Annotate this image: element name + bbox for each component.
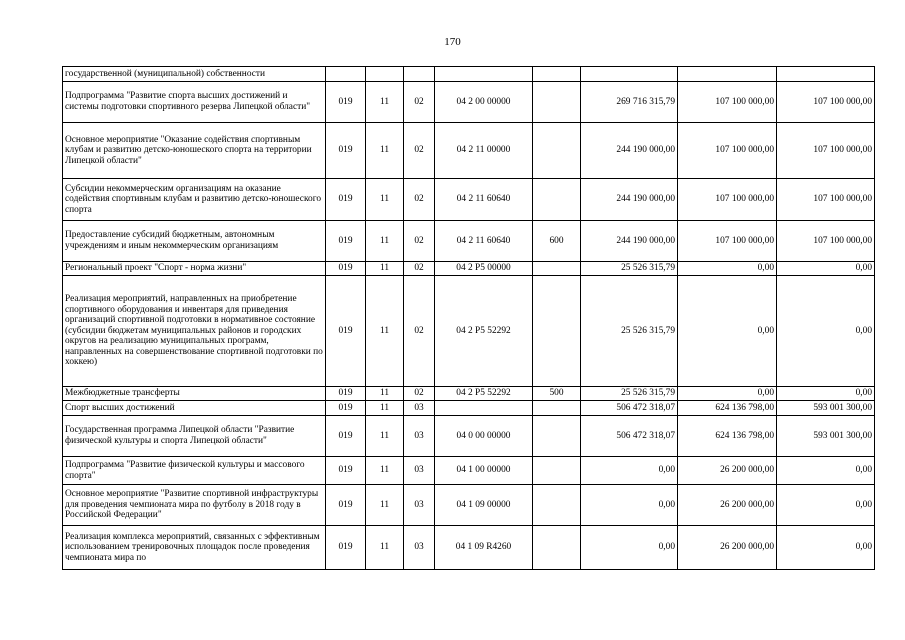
- cell-amount-2: 107 100 000,00: [678, 179, 777, 221]
- cell-name: Государственная программа Липецкой области "Развитие физической культуры и спорта Липецкой области": [63, 416, 326, 457]
- cell-amount-2: 107 100 000,00: [678, 123, 777, 179]
- cell-admin-code: 019: [326, 457, 366, 485]
- table-row: [63, 485, 875, 526]
- cell-section: 11: [366, 387, 404, 401]
- table-row: [63, 221, 875, 262]
- cell-target-code: 04 2 00 00000: [435, 82, 533, 123]
- cell-subsection: 02: [404, 82, 435, 123]
- cell-target-code: 04 1 00 00000: [435, 457, 533, 485]
- cell-name: Субсидии некоммерческим организациям на оказание содействия спортивным клубам и развитию детско-юношеского спорта: [63, 179, 326, 221]
- cell-section: 11: [366, 526, 404, 570]
- cell-expense-type: 600: [533, 221, 581, 262]
- table-row: [63, 123, 875, 179]
- cell-amount-1: 506 472 318,07: [581, 416, 678, 457]
- cell-admin-code: [326, 67, 366, 82]
- cell-amount-3: 0,00: [777, 457, 875, 485]
- cell-target-code: 04 2 11 60640: [435, 179, 533, 221]
- cell-expense-type: [533, 262, 581, 276]
- cell-amount-3: [777, 67, 875, 82]
- cell-amount-3: 593 001 300,00: [777, 401, 875, 416]
- cell-section: 11: [366, 221, 404, 262]
- table-row: [63, 526, 875, 570]
- cell-expense-type: [533, 485, 581, 526]
- cell-amount-1: 269 716 315,79: [581, 82, 678, 123]
- cell-amount-2: 0,00: [678, 387, 777, 401]
- cell-amount-2: 26 200 000,00: [678, 526, 777, 570]
- cell-target-code: 04 2 11 60640: [435, 221, 533, 262]
- cell-amount-1: 25 526 315,79: [581, 262, 678, 276]
- cell-section: 11: [366, 401, 404, 416]
- cell-amount-1: 244 190 000,00: [581, 179, 678, 221]
- table-row: [63, 401, 875, 416]
- cell-amount-3: 593 001 300,00: [777, 416, 875, 457]
- cell-target-code: 04 2 11 00000: [435, 123, 533, 179]
- cell-admin-code: 019: [326, 123, 366, 179]
- cell-name: Спорт высших достижений: [63, 401, 326, 416]
- table-row: [63, 67, 875, 82]
- cell-amount-2: 0,00: [678, 262, 777, 276]
- cell-target-code: 04 1 09 00000: [435, 485, 533, 526]
- table-row: [63, 179, 875, 221]
- cell-admin-code: 019: [326, 82, 366, 123]
- cell-subsection: 03: [404, 401, 435, 416]
- cell-amount-1: 244 190 000,00: [581, 221, 678, 262]
- cell-expense-type: [533, 526, 581, 570]
- cell-amount-2: 624 136 798,00: [678, 416, 777, 457]
- cell-amount-2: 107 100 000,00: [678, 82, 777, 123]
- cell-name: Основное мероприятие "Развитие спортивной инфраструктуры для проведения чемпионата мира по футболу в 2018 году в Российской Федерации": [63, 485, 326, 526]
- cell-expense-type: [533, 276, 581, 387]
- cell-expense-type: [533, 457, 581, 485]
- cell-name: Предоставление субсидий бюджетным, автономным учреждениям и иным некоммерческим организациям: [63, 221, 326, 262]
- cell-amount-3: 0,00: [777, 485, 875, 526]
- cell-target-code: 04 1 09 R4260: [435, 526, 533, 570]
- cell-amount-3: 0,00: [777, 262, 875, 276]
- cell-amount-3: 0,00: [777, 276, 875, 387]
- table-row: [63, 262, 875, 276]
- cell-admin-code: 019: [326, 276, 366, 387]
- budget-table: [62, 66, 875, 570]
- cell-subsection: 02: [404, 179, 435, 221]
- cell-target-code: 04 0 00 00000: [435, 416, 533, 457]
- cell-amount-1: [581, 67, 678, 82]
- cell-expense-type: [533, 179, 581, 221]
- cell-amount-1: 25 526 315,79: [581, 387, 678, 401]
- cell-admin-code: 019: [326, 485, 366, 526]
- cell-amount-1: 0,00: [581, 485, 678, 526]
- cell-name: Реализация мероприятий, направленных на приобретение спортивного оборудования и инвентаря для приведения организаций спортивной подготовки в нормативное состояние (субсидии бюджетам муниципальных районов и городских округов на реализацию муниципальных программ, направленных на совершенствование спортивной подготовки по хоккею): [63, 276, 326, 387]
- cell-section: 11: [366, 123, 404, 179]
- cell-section: 11: [366, 179, 404, 221]
- table-row: [63, 387, 875, 401]
- table-row: [63, 416, 875, 457]
- cell-amount-1: 0,00: [581, 457, 678, 485]
- cell-admin-code: 019: [326, 262, 366, 276]
- cell-section: 11: [366, 416, 404, 457]
- cell-subsection: 02: [404, 221, 435, 262]
- cell-amount-2: 26 200 000,00: [678, 485, 777, 526]
- cell-target-code: [435, 401, 533, 416]
- table-body: [63, 67, 875, 570]
- cell-amount-1: 506 472 318,07: [581, 401, 678, 416]
- cell-name: Подпрограмма "Развитие спорта высших достижений и системы подготовки спортивного резерва Липецкой области": [63, 82, 326, 123]
- cell-expense-type: 500: [533, 387, 581, 401]
- cell-amount-2: 107 100 000,00: [678, 221, 777, 262]
- cell-expense-type: [533, 416, 581, 457]
- table-row: [63, 457, 875, 485]
- cell-section: 11: [366, 82, 404, 123]
- cell-subsection: 03: [404, 526, 435, 570]
- cell-section: [366, 67, 404, 82]
- cell-subsection: 03: [404, 416, 435, 457]
- cell-subsection: 02: [404, 262, 435, 276]
- cell-amount-3: 107 100 000,00: [777, 179, 875, 221]
- cell-section: 11: [366, 457, 404, 485]
- table-row: [63, 82, 875, 123]
- cell-amount-3: 0,00: [777, 526, 875, 570]
- cell-amount-3: 107 100 000,00: [777, 123, 875, 179]
- cell-amount-2: 26 200 000,00: [678, 457, 777, 485]
- cell-expense-type: [533, 401, 581, 416]
- cell-name: Межбюджетные трансферты: [63, 387, 326, 401]
- cell-subsection: 03: [404, 457, 435, 485]
- cell-section: 11: [366, 262, 404, 276]
- cell-amount-3: 107 100 000,00: [777, 221, 875, 262]
- cell-admin-code: 019: [326, 387, 366, 401]
- cell-target-code: 04 2 P5 00000: [435, 262, 533, 276]
- cell-expense-type: [533, 82, 581, 123]
- cell-subsection: 02: [404, 276, 435, 387]
- cell-amount-2: 624 136 798,00: [678, 401, 777, 416]
- cell-amount-1: 244 190 000,00: [581, 123, 678, 179]
- cell-target-code: 04 2 P5 52292: [435, 276, 533, 387]
- table-row: [63, 276, 875, 387]
- cell-amount-2: [678, 67, 777, 82]
- cell-section: 11: [366, 485, 404, 526]
- cell-admin-code: 019: [326, 416, 366, 457]
- cell-subsection: 03: [404, 485, 435, 526]
- cell-expense-type: [533, 123, 581, 179]
- cell-target-code: 04 2 P5 52292: [435, 387, 533, 401]
- cell-subsection: 02: [404, 387, 435, 401]
- cell-subsection: 02: [404, 123, 435, 179]
- cell-amount-3: 107 100 000,00: [777, 82, 875, 123]
- cell-amount-1: 25 526 315,79: [581, 276, 678, 387]
- cell-admin-code: 019: [326, 221, 366, 262]
- cell-subsection: [404, 67, 435, 82]
- cell-amount-1: 0,00: [581, 526, 678, 570]
- cell-name: Региональный проект "Спорт - норма жизни": [63, 262, 326, 276]
- cell-admin-code: 019: [326, 401, 366, 416]
- cell-target-code: [435, 67, 533, 82]
- cell-amount-3: 0,00: [777, 387, 875, 401]
- cell-admin-code: 019: [326, 526, 366, 570]
- cell-name: государственной (муниципальной) собственности: [63, 67, 326, 82]
- cell-name: Подпрограмма "Развитие физической культуры и массового спорта": [63, 457, 326, 485]
- page-number: 170: [444, 36, 461, 48]
- cell-section: 11: [366, 276, 404, 387]
- cell-amount-2: 0,00: [678, 276, 777, 387]
- cell-name: Реализация комплекса мероприятий, связанных с эффективным использованием тренировочных площадок после проведения чемпионата мира по: [63, 526, 326, 570]
- cell-name: Основное мероприятие "Оказание содействия спортивным клубам и развитию детско-юношеского спорта на территории Липецкой области": [63, 123, 326, 179]
- cell-admin-code: 019: [326, 179, 366, 221]
- cell-expense-type: [533, 67, 581, 82]
